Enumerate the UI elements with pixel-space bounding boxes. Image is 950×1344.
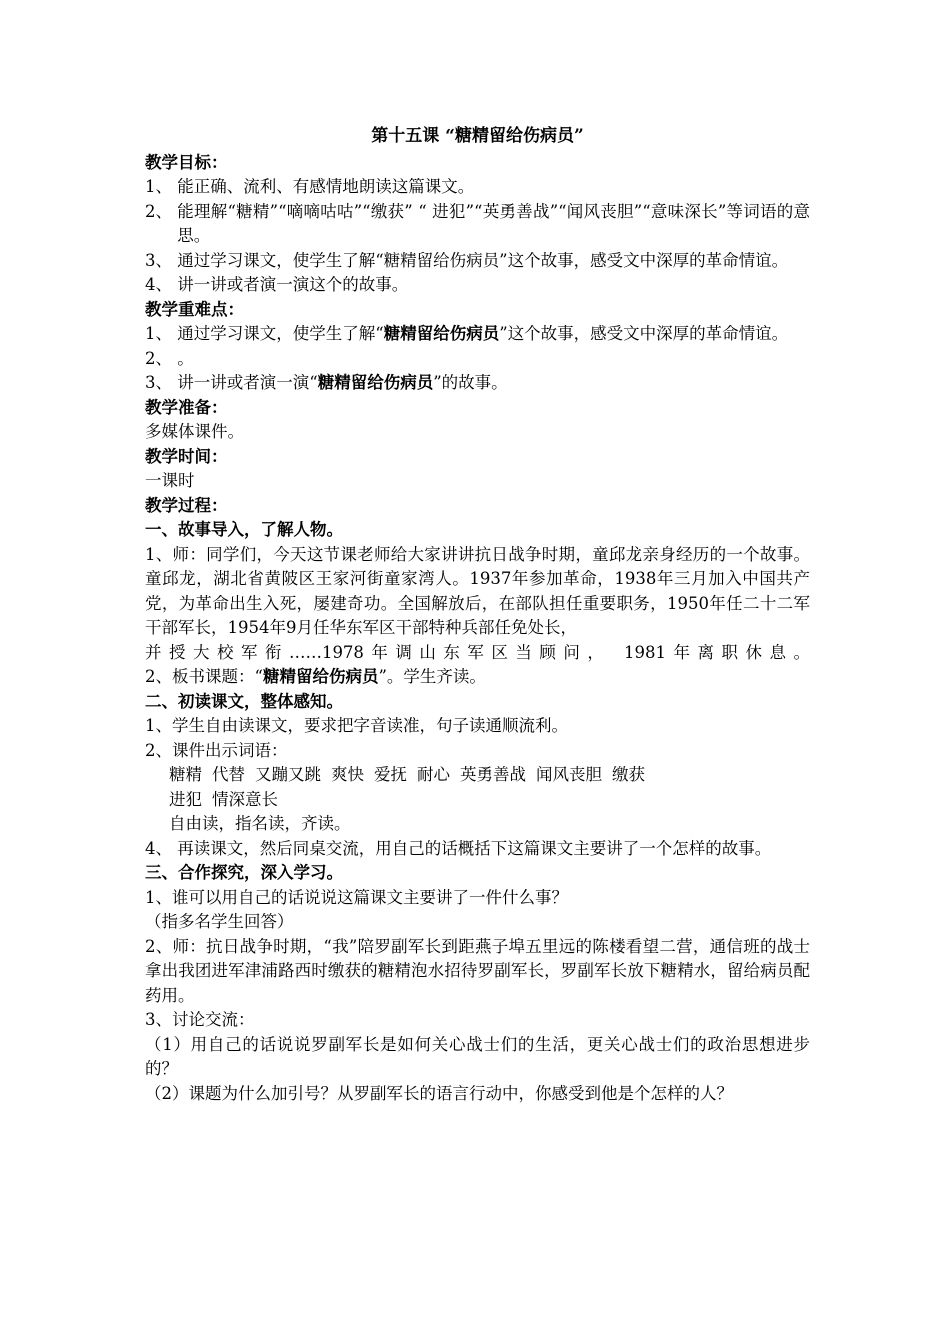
vocab-word: 又蹦又跳 (255, 765, 321, 784)
vocab-word: 情深意长 (212, 789, 278, 809)
goal-item: 1、 能正确、流利、有感情地朗读这篇课文。 (145, 177, 475, 196)
goals-heading: 教学目标： (145, 152, 228, 172)
vocab-word: 代替 (212, 765, 245, 784)
section-1-paragraph-2: 2、板书课题：“糖精留给伤病员”。学生齐读。 (145, 667, 486, 686)
reading-instruction: 自由读，指名读，齐读。 (169, 814, 351, 833)
vocab-word: 进犯 (169, 789, 202, 809)
prep-heading: 教学准备： (145, 397, 228, 417)
process-heading: 教学过程： (145, 495, 228, 515)
keypoint-item: 3、 讲一讲或者演一演“糖精留给伤病员”的故事。 (145, 373, 508, 392)
time-heading: 教学时间： (145, 446, 228, 466)
section-3-paragraph-3: 3、讨论交流： (145, 1010, 255, 1029)
discussion-question-2: （2）课题为什么加引号？从罗副军长的语言行动中，你感受到他是个怎样的人？ (145, 1083, 733, 1103)
prep-text: 多媒体课件。 (145, 422, 244, 441)
goal-item: 3、 通过学习课文，使学生了解“糖精留给伤病员”这个故事，感受文中深厚的革命情谊。 (145, 250, 789, 270)
keypoint-item: 2、 。 (145, 348, 194, 368)
discussion-question-1: （1）用自己的话说说罗副军长是如何关心战士们的生活，更关心战士们的政治思想进步的？ (145, 1034, 810, 1078)
keypoint-item: 1、 通过学习课文，使学生了解“糖精留给伤病员”这个故事，感受文中深厚的革命情谊。 (145, 324, 789, 343)
vocab-word: 缴获 (612, 765, 645, 784)
vocab-word: 爱抚 (374, 765, 407, 784)
vocab-word: 糖精 (169, 765, 202, 784)
section-3-paragraph-1: 1、谁可以用自己的话说说这篇课文主要讲了一件什么事？ (145, 887, 568, 907)
section-2-paragraph-4: 4、 再读课文，然后同桌交流，用自己的话概括下这篇课文主要讲了一个怎样的故事。 (145, 838, 772, 858)
section-1-paragraph-1: 1、师：同学们，今天这节课老师给大家讲讲抗日战争时期，童邱龙亲身经历的一个故事。童邱龙，湖北省黄陂区王家河街童家湾人。1937年参加革命，1938年三月加入中国共产党，为革命出生入死，屡建奇功。全国解放后，在部队担任重要职务，1950年任二十二军干部军长，1954年9月任华东军区干部特种兵部任免处长， (145, 544, 810, 637)
goal-item: 4、 讲一讲或者演一演这个的故事。 (145, 275, 409, 294)
section-2-heading: 二、初读课文，整体感知。 (145, 691, 343, 711)
section-1-paragraph-1-last-line: 并授大校军衔……1978年调山东军区当顾问， 1981年离职休息。 (145, 642, 810, 662)
section-1-heading: 一、故事导入，了解人物。 (145, 520, 343, 539)
vocab-word: 爽快 (331, 765, 364, 784)
vocab-word: 耐心 (417, 765, 450, 784)
section-2-paragraph-2: 2、课件出示词语： (145, 740, 288, 760)
vocab-line-1 (145, 763, 810, 788)
page-title: 第十五课 “糖精留给伤病员” (371, 126, 584, 146)
document-body (145, 124, 810, 1106)
vocab-word: 闻风丧胆 (536, 765, 602, 784)
vocab-line-2 (145, 788, 810, 813)
section-3-heading: 三、合作探究，深入学习。 (145, 863, 343, 882)
goal-item: 2、 能理解“糖精”“嘀嘀咕咕”“缴获” “ 进犯”“英勇善战”“闻风丧胆”“意味深长”等词语的意思。 (145, 201, 810, 245)
time-text: 一课时 (145, 471, 195, 490)
section-3-paragraph-2: 2、师：抗日战争时期，“我”陪罗副军长到距燕子埠五里远的陈楼看望二营，通信班的战士拿出我团进军津浦路西时缴获的糖精泡水招待罗副军长，罗副军长放下糖精水，留给病员配药用。 (145, 936, 810, 1005)
section-3-note: （指多名学生回答） (145, 912, 294, 931)
vocab-word: 英勇善战 (460, 765, 526, 784)
section-2-paragraph-1: 1、学生自由读课文，要求把字音读准，句子读通顺流利。 (145, 716, 568, 735)
keypoints-heading: 教学重难点： (145, 299, 244, 319)
